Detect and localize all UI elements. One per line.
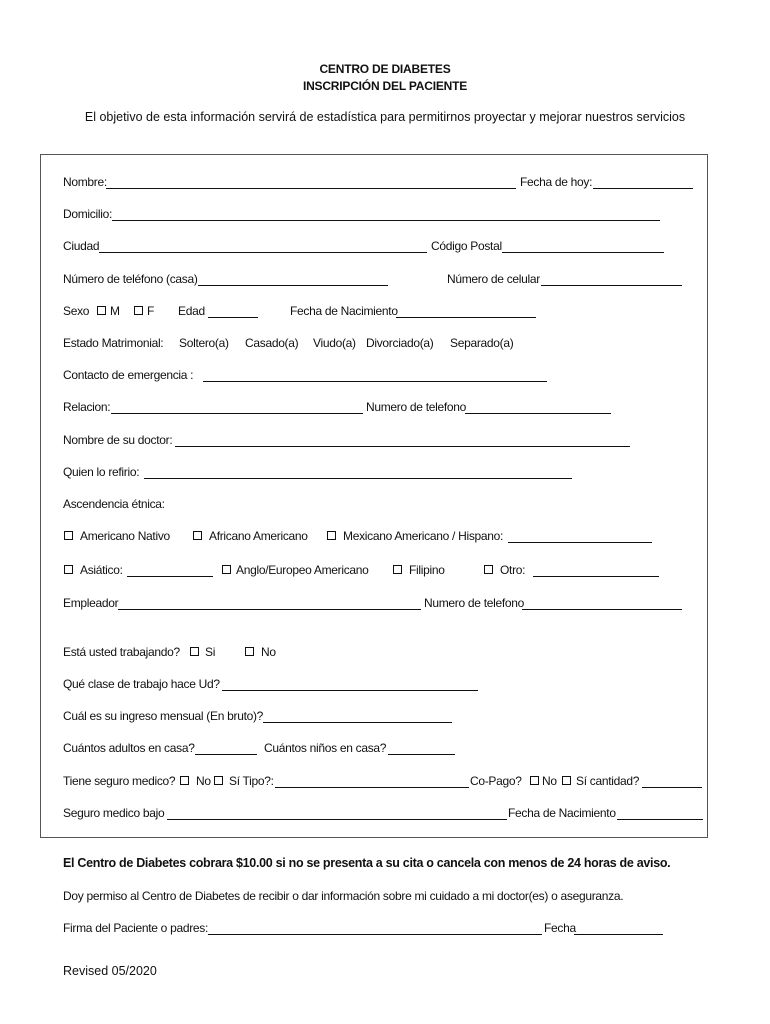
relacion-field[interactable] bbox=[111, 413, 363, 414]
empleador-field[interactable] bbox=[118, 609, 421, 610]
refirio-label: Quien lo refirio: bbox=[63, 465, 140, 479]
seguro-si-checkbox[interactable] bbox=[214, 776, 223, 785]
trabajando-no-checkbox[interactable] bbox=[245, 647, 254, 656]
copago-no-checkbox[interactable] bbox=[530, 776, 539, 785]
tel-casa-label: Número de teléfono (casa) bbox=[63, 272, 198, 286]
option-divorciado[interactable]: Divorciado(a) bbox=[366, 336, 434, 350]
fecha-firma-label: Fecha bbox=[544, 921, 576, 935]
copago-cantidad-field[interactable] bbox=[642, 787, 702, 788]
americano-nativo-label: Americano Nativo bbox=[80, 529, 170, 543]
edad-field[interactable] bbox=[208, 317, 258, 318]
firma-field[interactable] bbox=[208, 934, 542, 935]
fecha-nac-label: Fecha de Nacimiento bbox=[290, 304, 398, 318]
asiatico-field[interactable] bbox=[127, 576, 213, 577]
ninos-field[interactable] bbox=[388, 754, 455, 755]
refirio-field[interactable] bbox=[144, 478, 572, 479]
ingreso-field[interactable] bbox=[263, 722, 452, 723]
otro-checkbox[interactable] bbox=[484, 565, 493, 574]
otro-label: Otro: bbox=[500, 563, 526, 577]
seguro-si-tipo-label: Sí Tipo?: bbox=[229, 774, 274, 788]
seguro-no-label: No bbox=[196, 774, 211, 788]
option-casado[interactable]: Casado(a) bbox=[245, 336, 299, 350]
asiatico-label: Asiático: bbox=[80, 563, 123, 577]
relacion-label: Relacion: bbox=[63, 400, 111, 414]
seguro-label: Tiene seguro medico? bbox=[63, 774, 176, 788]
tel-casa-field[interactable] bbox=[198, 285, 388, 286]
celular-field[interactable] bbox=[541, 285, 682, 286]
form-subtitle: INSCRIPCIÓN DEL PACIENTE bbox=[302, 79, 468, 93]
celular-label: Número de celular bbox=[447, 272, 540, 286]
sexo-m-label: M bbox=[110, 304, 120, 318]
fecha-hoy-field[interactable] bbox=[593, 188, 693, 189]
copago-si-cantidad-label: Sí cantidad? bbox=[576, 774, 640, 788]
trabajando-no-label: No bbox=[261, 645, 276, 659]
aviso-text: El Centro de Diabetes cobrara $10.00 si no se presenta a su cita o cancela con menos de 24 horas de aviso. bbox=[63, 856, 671, 870]
mexicano-checkbox[interactable] bbox=[327, 531, 336, 540]
edad-label: Edad bbox=[178, 304, 205, 318]
permiso-text: Doy permiso al Centro de Diabetes de recibir o dar información sobre mi cuidado a mi doctor(es) o aseguranza. bbox=[63, 889, 624, 903]
fecha-nac2-label: Fecha de Nacimiento bbox=[508, 806, 616, 820]
contacto-field[interactable] bbox=[203, 381, 547, 382]
sexo-label: Sexo bbox=[63, 304, 90, 318]
anglo-checkbox[interactable] bbox=[222, 565, 231, 574]
numero-tel-label: Numero de telefono bbox=[366, 400, 466, 414]
nombre-label: Nombre: bbox=[63, 175, 107, 189]
contacto-label: Contacto de emergencia : bbox=[63, 368, 194, 382]
form-title: CENTRO DE DIABETES bbox=[319, 62, 451, 76]
option-separado[interactable]: Separado(a) bbox=[450, 336, 514, 350]
fecha-firma-field[interactable] bbox=[574, 934, 663, 935]
africano-americano-label: Africano Americano bbox=[209, 529, 308, 543]
ninos-label: Cuántos niños en casa? bbox=[264, 741, 387, 755]
adultos-label: Cuántos adultos en casa? bbox=[63, 741, 195, 755]
trabajando-si-checkbox[interactable] bbox=[190, 647, 199, 656]
domicilio-label: Domicilio: bbox=[63, 207, 113, 221]
empleador-label: Empleador bbox=[63, 596, 119, 610]
numero-tel2-label: Numero de telefono bbox=[424, 596, 524, 610]
mexicano-label: Mexicano Americano / Hispano: bbox=[343, 529, 504, 543]
doctor-field[interactable] bbox=[175, 446, 630, 447]
codigo-postal-label: Código Postal bbox=[431, 239, 502, 253]
intro-text: El objetivo de esta información servirá de estadística para permitirnos proyectar y mejorar nuestros servicios bbox=[84, 110, 686, 124]
nombre-field[interactable] bbox=[106, 188, 516, 189]
americano-nativo-checkbox[interactable] bbox=[64, 531, 73, 540]
ciudad-label: Ciudad bbox=[63, 239, 100, 253]
trabajando-si-label: Si bbox=[205, 645, 216, 659]
africano-americano-checkbox[interactable] bbox=[193, 531, 202, 540]
asiatico-checkbox[interactable] bbox=[64, 565, 73, 574]
otro-field[interactable] bbox=[533, 576, 659, 577]
ingreso-label: Cuál es su ingreso mensual (En bruto)? bbox=[63, 709, 264, 723]
seguro-tipo-field[interactable] bbox=[275, 787, 469, 788]
ciudad-field[interactable] bbox=[99, 252, 427, 253]
anglo-label: Anglo/Europeo Americano bbox=[236, 563, 369, 577]
seguro-bajo-field[interactable] bbox=[167, 819, 507, 820]
numero-tel-field[interactable] bbox=[465, 413, 611, 414]
fecha-nac2-field[interactable] bbox=[617, 819, 703, 820]
fecha-hoy-label: Fecha de hoy: bbox=[520, 175, 593, 189]
domicilio-field[interactable] bbox=[112, 220, 660, 221]
copago-no-label: No bbox=[542, 774, 557, 788]
patient-form bbox=[40, 154, 708, 838]
copago-si-checkbox[interactable] bbox=[562, 776, 571, 785]
fecha-nac-field[interactable] bbox=[396, 317, 536, 318]
doctor-label: Nombre de su doctor: bbox=[63, 433, 173, 447]
filipino-checkbox[interactable] bbox=[393, 565, 402, 574]
mexicano-field[interactable] bbox=[508, 542, 652, 543]
clase-trabajo-label: Qué clase de trabajo hace Ud? bbox=[63, 677, 220, 691]
firma-label: Firma del Paciente o padres: bbox=[63, 921, 209, 935]
estado-matrimonial-label: Estado Matrimonial: bbox=[63, 336, 164, 350]
sexo-m-checkbox[interactable] bbox=[97, 306, 106, 315]
seguro-bajo-label: Seguro medico bajo bbox=[63, 806, 165, 820]
sexo-f-checkbox[interactable] bbox=[134, 306, 143, 315]
copago-label: Co-Pago? bbox=[470, 774, 522, 788]
trabajando-label: Está usted trabajando? bbox=[63, 645, 180, 659]
filipino-label: Filipino bbox=[409, 563, 445, 577]
codigo-postal-field[interactable] bbox=[502, 252, 664, 253]
numero-tel2-field[interactable] bbox=[522, 609, 682, 610]
revised-text: Revised 05/2020 bbox=[63, 964, 157, 978]
ascendencia-label: Ascendencia étnica: bbox=[63, 497, 165, 511]
sexo-f-label: F bbox=[147, 304, 155, 318]
option-soltero[interactable]: Soltero(a) bbox=[179, 336, 229, 350]
option-viudo[interactable]: Viudo(a) bbox=[313, 336, 356, 350]
seguro-no-checkbox[interactable] bbox=[180, 776, 189, 785]
adultos-field[interactable] bbox=[195, 754, 257, 755]
clase-trabajo-field[interactable] bbox=[222, 690, 478, 691]
